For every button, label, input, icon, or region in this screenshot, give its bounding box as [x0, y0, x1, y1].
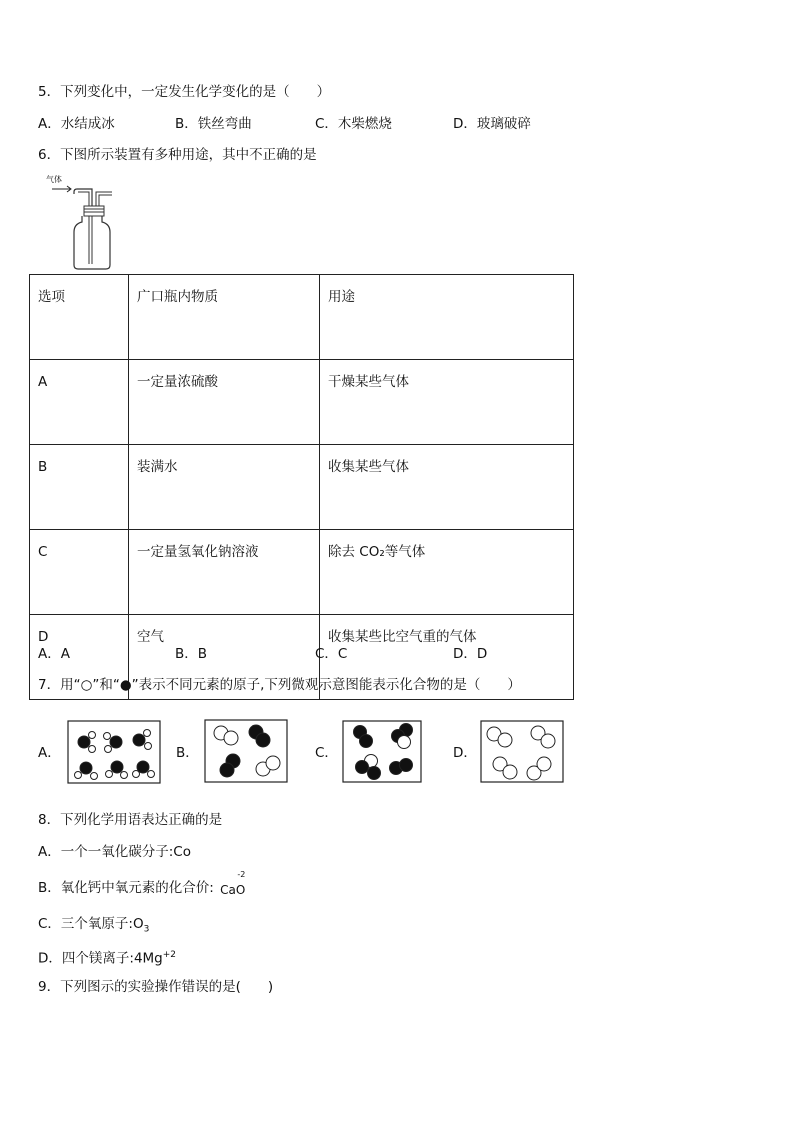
q7-diagram-b: [204, 719, 289, 788]
table-row: [30, 360, 574, 445]
formula-text: CaO: [220, 883, 246, 897]
cell-option: B: [30, 445, 129, 530]
cell-substance: 装满水: [129, 445, 320, 530]
q5-option-d: D．玻璃破碎: [453, 116, 531, 132]
q7-diagram-d: [480, 720, 566, 787]
q6-table: [29, 274, 574, 700]
q5-stem: 5．下列变化中，一定发生化学变化的是（ ）: [38, 84, 331, 100]
q9-stem: 9．下列图示的实验操作错误的是( ): [38, 979, 274, 995]
gas-bottle-figure: [40, 176, 120, 271]
q7-label-c: C．: [315, 745, 338, 761]
q8-option-a: A．一个一氧化碳分子:Co: [38, 844, 191, 860]
q7-label-d: D．: [453, 745, 477, 761]
q5-option-c: C．木柴燃烧: [315, 116, 392, 132]
q7-diagram-c: [342, 720, 422, 787]
cell-substance: 空气: [129, 615, 320, 700]
q8-option-d: [38, 946, 176, 968]
cell-usage: 收集某些比空气重的气体: [320, 615, 574, 700]
q8-option-c: [38, 915, 149, 939]
cell-substance: 一定量氢氧化钠溶液: [129, 530, 320, 615]
cell-usage: 干燥某些气体: [320, 360, 574, 445]
q6-option-d: D．D: [453, 646, 488, 662]
table-row: [30, 530, 574, 615]
header-usage: 用途: [320, 275, 574, 360]
q8-option-c-text: C．三个氧原子:O: [38, 916, 144, 932]
q5-option-b: B．铁丝弯曲: [175, 116, 252, 132]
q8-option-b: [38, 870, 246, 897]
q8-option-b-text: B．氧化钙中氧元素的化合价:: [38, 880, 214, 896]
cell-option: A: [30, 360, 129, 445]
cell-option: D: [30, 615, 129, 700]
q8-stem: 8．下列化学用语表达正确的是: [38, 812, 223, 828]
q6-option-b: B．B: [175, 646, 208, 662]
q6-option-c: C．C: [315, 646, 348, 662]
superscript: +2: [162, 950, 177, 960]
q6-option-a: A．A: [38, 646, 70, 662]
table-header-row: [30, 275, 574, 360]
calcium-oxide-formula: [220, 870, 246, 899]
q7-diagram-a: [67, 720, 162, 789]
subscript: 3: [143, 924, 150, 935]
header-substance: 广口瓶内物质: [129, 275, 320, 360]
cell-usage: 收集某些气体: [320, 445, 574, 530]
q5-option-a: A．水结成冰: [38, 116, 115, 132]
q7-label-a: A．: [38, 745, 61, 761]
header-option: 选项: [30, 275, 129, 360]
valence-mark: -2: [237, 870, 246, 879]
cell-substance: 一定量浓硫酸: [129, 360, 320, 445]
gas-label: 气体: [46, 175, 62, 184]
q8-option-d-text: D．四个镁离子:4Mg: [38, 950, 163, 967]
table-row: [30, 445, 574, 530]
q7-stem: 7．用“○”和“●”表示不同元素的原子,下列微观示意图能表示化合物的是（ ）: [38, 677, 521, 693]
q6-stem: 6．下图所示装置有多种用途，其中不正确的是: [38, 147, 317, 163]
cell-option: C: [30, 530, 129, 615]
q7-label-b: B．: [176, 745, 199, 761]
cell-usage: 除去 CO₂等气体: [320, 530, 574, 615]
